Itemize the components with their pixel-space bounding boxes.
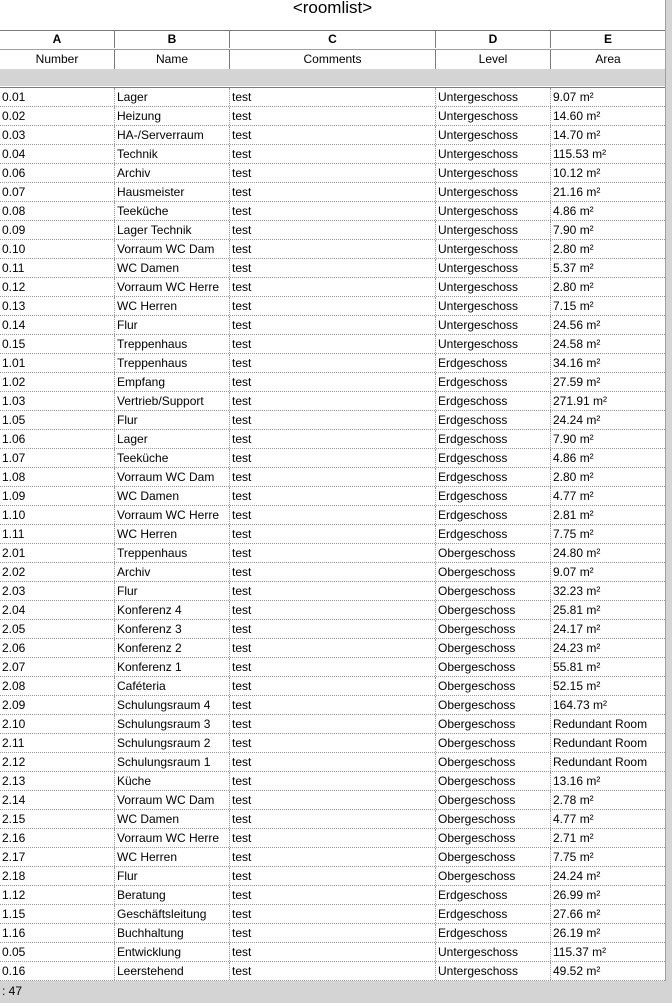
table-row[interactable] bbox=[0, 829, 665, 848]
cell-area[interactable]: Redundant Room bbox=[553, 755, 648, 769]
cell-number[interactable]: 2.03 bbox=[0, 582, 115, 600]
table-row[interactable] bbox=[0, 791, 665, 810]
cell-number[interactable]: 2.05 bbox=[0, 620, 115, 638]
cell-number[interactable]: 1.09 bbox=[0, 487, 115, 505]
table-row[interactable] bbox=[0, 145, 665, 164]
cell-number[interactable]: 2.14 bbox=[0, 791, 115, 809]
cell-area[interactable]: 2.80 m² bbox=[553, 242, 594, 256]
cell-level[interactable]: Obergeschoss bbox=[436, 620, 551, 638]
cell-comments[interactable]: test bbox=[230, 848, 436, 866]
cell-number[interactable]: 0.14 bbox=[0, 316, 115, 334]
table-row[interactable] bbox=[0, 867, 665, 886]
table-row[interactable] bbox=[0, 240, 665, 259]
cell-area[interactable]: 7.90 m² bbox=[553, 432, 594, 446]
cell-number[interactable]: 1.03 bbox=[0, 392, 115, 410]
table-row[interactable] bbox=[0, 753, 665, 772]
cell-name[interactable]: Vorraum WC Dam bbox=[115, 468, 230, 486]
cell-level[interactable]: Erdgeschoss bbox=[436, 430, 551, 448]
cell-number[interactable]: 0.13 bbox=[0, 297, 115, 315]
cell-area[interactable]: 115.37 m² bbox=[553, 945, 607, 959]
cell-level[interactable]: Obergeschoss bbox=[436, 677, 551, 695]
column-header-comments[interactable]: Comments bbox=[230, 50, 436, 69]
table-row[interactable] bbox=[0, 848, 665, 867]
table-row[interactable] bbox=[0, 335, 665, 354]
table-row[interactable] bbox=[0, 278, 665, 297]
cell-area[interactable]: 21.16 m² bbox=[553, 185, 601, 199]
cell-area[interactable]: Redundant Room bbox=[553, 717, 648, 731]
cell-name[interactable]: HA-/Serverraum bbox=[115, 126, 230, 144]
cell-area[interactable]: 7.90 m² bbox=[553, 223, 594, 237]
cell-name[interactable]: Schulungsraum 2 bbox=[115, 734, 230, 752]
table-row[interactable] bbox=[0, 772, 665, 791]
cell-number[interactable]: 1.05 bbox=[0, 411, 115, 429]
cell-number[interactable]: 1.11 bbox=[0, 525, 115, 543]
cell-level[interactable]: Obergeschoss bbox=[436, 753, 551, 771]
cell-name[interactable]: Vorraum WC Herre bbox=[115, 278, 230, 296]
cell-name[interactable]: Konferenz 3 bbox=[115, 620, 230, 638]
cell-number[interactable]: 1.16 bbox=[0, 924, 115, 942]
cell-area[interactable]: 7.75 m² bbox=[553, 527, 594, 541]
cell-comments[interactable]: test bbox=[230, 544, 436, 562]
cell-comments[interactable]: test bbox=[230, 430, 436, 448]
cell-level[interactable]: Untergeschoss bbox=[436, 962, 551, 980]
cell-level[interactable]: Erdgeschoss bbox=[436, 924, 551, 942]
cell-comments[interactable]: test bbox=[230, 145, 436, 163]
cell-name[interactable]: Vorraum WC Dam bbox=[115, 791, 230, 809]
cell-area[interactable]: 164.73 m² bbox=[553, 698, 608, 712]
cell-name[interactable]: Beratung bbox=[115, 886, 230, 904]
column-letter-c[interactable]: C bbox=[230, 31, 436, 48]
cell-level[interactable]: Erdgeschoss bbox=[436, 354, 551, 372]
cell-number[interactable]: 0.01 bbox=[0, 88, 115, 106]
cell-name[interactable]: Technik bbox=[115, 145, 230, 163]
table-row[interactable] bbox=[0, 430, 665, 449]
cell-name[interactable]: Buchhaltung bbox=[115, 924, 230, 942]
cell-number[interactable]: 0.15 bbox=[0, 335, 115, 353]
cell-area[interactable]: 4.86 m² bbox=[553, 204, 594, 218]
cell-comments[interactable]: test bbox=[230, 525, 436, 543]
cell-level[interactable]: Untergeschoss bbox=[436, 164, 551, 182]
cell-number[interactable]: 2.16 bbox=[0, 829, 115, 847]
cell-comments[interactable]: test bbox=[230, 658, 436, 676]
cell-area[interactable]: 32.23 m² bbox=[553, 584, 601, 598]
cell-number[interactable]: 2.06 bbox=[0, 639, 115, 657]
cell-area[interactable]: 49.52 m² bbox=[553, 964, 601, 978]
table-row[interactable] bbox=[0, 202, 665, 221]
cell-comments[interactable]: test bbox=[230, 373, 436, 391]
cell-area[interactable]: 4.77 m² bbox=[553, 489, 594, 503]
cell-number[interactable]: 2.02 bbox=[0, 563, 115, 581]
table-row[interactable] bbox=[0, 924, 665, 943]
cell-comments[interactable]: test bbox=[230, 335, 436, 353]
cell-area[interactable]: 4.77 m² bbox=[553, 812, 594, 826]
cell-name[interactable]: Entwicklung bbox=[115, 943, 230, 961]
table-row[interactable] bbox=[0, 468, 665, 487]
cell-name[interactable]: Geschäftsleitung bbox=[115, 905, 230, 923]
cell-name[interactable]: WC Herren bbox=[115, 848, 230, 866]
cell-comments[interactable]: test bbox=[230, 164, 436, 182]
cell-name[interactable]: WC Damen bbox=[115, 810, 230, 828]
table-row[interactable] bbox=[0, 962, 665, 981]
cell-number[interactable]: 1.02 bbox=[0, 373, 115, 391]
cell-area[interactable]: 14.70 m² bbox=[553, 128, 601, 142]
cell-comments[interactable]: test bbox=[230, 316, 436, 334]
cell-area[interactable]: 24.17 m² bbox=[553, 622, 601, 636]
cell-level[interactable]: Erdgeschoss bbox=[436, 373, 551, 391]
cell-name[interactable]: Flur bbox=[115, 867, 230, 885]
cell-number[interactable]: 1.12 bbox=[0, 886, 115, 904]
cell-comments[interactable]: test bbox=[230, 886, 436, 904]
table-row[interactable] bbox=[0, 943, 665, 962]
schedule-title: <roomlist> bbox=[0, 0, 665, 31]
table-row[interactable] bbox=[0, 715, 665, 734]
cell-number[interactable]: 0.03 bbox=[0, 126, 115, 144]
cell-area[interactable]: 26.99 m² bbox=[553, 888, 601, 902]
cell-comments[interactable]: test bbox=[230, 924, 436, 942]
table-row[interactable] bbox=[0, 886, 665, 905]
cell-level[interactable]: Obergeschoss bbox=[436, 867, 551, 885]
cell-level[interactable]: Erdgeschoss bbox=[436, 468, 551, 486]
column-letter-e[interactable]: E bbox=[603, 32, 612, 46]
cell-name[interactable]: Flur bbox=[115, 582, 230, 600]
cell-area[interactable]: 24.80 m² bbox=[553, 546, 601, 560]
cell-area[interactable]: 2.78 m² bbox=[553, 793, 594, 807]
cell-comments[interactable]: test bbox=[230, 715, 436, 733]
cell-number[interactable]: 2.17 bbox=[0, 848, 115, 866]
cell-comments[interactable]: test bbox=[230, 107, 436, 125]
cell-number[interactable]: 1.06 bbox=[0, 430, 115, 448]
cell-area[interactable]: 24.24 m² bbox=[553, 869, 601, 883]
cell-name[interactable]: Flur bbox=[115, 316, 230, 334]
cell-number[interactable]: 1.01 bbox=[0, 354, 115, 372]
cell-area[interactable]: 27.59 m² bbox=[553, 375, 601, 389]
cell-level[interactable]: Untergeschoss bbox=[436, 88, 551, 106]
cell-comments[interactable]: test bbox=[230, 259, 436, 277]
cell-number[interactable]: 2.11 bbox=[0, 734, 115, 752]
cell-comments[interactable]: test bbox=[230, 734, 436, 752]
table-row[interactable] bbox=[0, 601, 665, 620]
cell-name[interactable]: Empfang bbox=[115, 373, 230, 391]
cell-area[interactable]: 24.56 m² bbox=[553, 318, 601, 332]
cell-name[interactable]: Vorraum WC Herre bbox=[115, 829, 230, 847]
cell-number[interactable]: 0.06 bbox=[0, 164, 115, 182]
cell-level[interactable]: Untergeschoss bbox=[436, 126, 551, 144]
cell-number[interactable]: 2.12 bbox=[0, 753, 115, 771]
cell-name[interactable]: Caféteria bbox=[115, 677, 230, 695]
cell-number[interactable]: 2.09 bbox=[0, 696, 115, 714]
cell-comments[interactable]: test bbox=[230, 867, 436, 885]
cell-comments[interactable]: test bbox=[230, 829, 436, 847]
table-row[interactable] bbox=[0, 164, 665, 183]
cell-comments[interactable]: test bbox=[230, 221, 436, 239]
column-name-header bbox=[0, 49, 665, 70]
cell-level[interactable]: Untergeschoss bbox=[436, 278, 551, 296]
cell-area[interactable]: 115.53 m² bbox=[553, 147, 607, 161]
cell-area[interactable]: 7.75 m² bbox=[553, 850, 594, 864]
cell-number[interactable]: 1.15 bbox=[0, 905, 115, 923]
cell-name[interactable]: Schulungsraum 4 bbox=[115, 696, 230, 714]
cell-area[interactable]: 2.80 m² bbox=[553, 470, 594, 484]
cell-name[interactable]: Küche bbox=[115, 772, 230, 790]
cell-name[interactable]: Treppenhaus bbox=[115, 335, 230, 353]
cell-comments[interactable]: test bbox=[230, 411, 436, 429]
cell-number[interactable]: 2.10 bbox=[0, 715, 115, 733]
cell-level[interactable]: Obergeschoss bbox=[436, 810, 551, 828]
cell-number[interactable]: 2.15 bbox=[0, 810, 115, 828]
cell-area[interactable]: 34.16 m² bbox=[553, 356, 601, 370]
cell-area[interactable]: 25.81 m² bbox=[553, 603, 601, 617]
table-row[interactable] bbox=[0, 734, 665, 753]
cell-level[interactable]: Erdgeschoss bbox=[436, 525, 551, 543]
cell-area[interactable]: 55.81 m² bbox=[553, 660, 601, 674]
cell-comments[interactable]: test bbox=[230, 620, 436, 638]
table-row[interactable] bbox=[0, 183, 665, 202]
cell-number[interactable]: 1.10 bbox=[0, 506, 115, 524]
cell-level[interactable]: Obergeschoss bbox=[436, 582, 551, 600]
cell-level[interactable]: Obergeschoss bbox=[436, 715, 551, 733]
table-row[interactable] bbox=[0, 88, 665, 107]
cell-level[interactable]: Untergeschoss bbox=[436, 297, 551, 315]
cell-comments[interactable]: test bbox=[230, 506, 436, 524]
table-row[interactable] bbox=[0, 544, 665, 563]
cell-area[interactable]: 24.23 m² bbox=[553, 641, 601, 655]
cell-comments[interactable]: test bbox=[230, 677, 436, 695]
cell-level[interactable]: Obergeschoss bbox=[436, 601, 551, 619]
cell-name[interactable]: Vorraum WC Dam bbox=[115, 240, 230, 258]
header-spacer bbox=[0, 69, 665, 86]
cell-comments[interactable]: test bbox=[230, 810, 436, 828]
cell-level[interactable]: Obergeschoss bbox=[436, 639, 551, 657]
cell-comments[interactable]: test bbox=[230, 639, 436, 657]
table-row[interactable] bbox=[0, 658, 665, 677]
cell-comments[interactable]: test bbox=[230, 278, 436, 296]
cell-area[interactable]: 9.07 m² bbox=[553, 565, 594, 579]
cell-comments[interactable]: test bbox=[230, 563, 436, 581]
cell-area[interactable]: 9.07 m² bbox=[553, 90, 594, 104]
table-row[interactable] bbox=[0, 620, 665, 639]
cell-level[interactable]: Erdgeschoss bbox=[436, 506, 551, 524]
cell-number[interactable]: 0.07 bbox=[0, 183, 115, 201]
cell-level[interactable]: Untergeschoss bbox=[436, 240, 551, 258]
cell-name[interactable]: Teeküche bbox=[115, 202, 230, 220]
cell-comments[interactable]: test bbox=[230, 392, 436, 410]
table-row[interactable] bbox=[0, 563, 665, 582]
cell-comments[interactable]: test bbox=[230, 487, 436, 505]
cell-number[interactable]: 2.18 bbox=[0, 867, 115, 885]
cell-name[interactable]: Konferenz 4 bbox=[115, 601, 230, 619]
cell-number[interactable]: 2.01 bbox=[0, 544, 115, 562]
cell-comments[interactable]: test bbox=[230, 582, 436, 600]
cell-level[interactable]: Untergeschoss bbox=[436, 221, 551, 239]
cell-level[interactable]: Erdgeschoss bbox=[436, 487, 551, 505]
table-row[interactable] bbox=[0, 297, 665, 316]
cell-name[interactable]: Archiv bbox=[115, 164, 230, 182]
cell-level[interactable]: Obergeschoss bbox=[436, 772, 551, 790]
cell-area[interactable]: 7.15 m² bbox=[553, 299, 594, 313]
cell-number[interactable]: 0.12 bbox=[0, 278, 115, 296]
cell-level[interactable]: Untergeschoss bbox=[436, 145, 551, 163]
column-header-area[interactable]: Area bbox=[595, 52, 621, 66]
cell-name[interactable]: Schulungsraum 1 bbox=[115, 753, 230, 771]
cell-number[interactable]: 0.11 bbox=[0, 259, 115, 277]
column-letter-header bbox=[0, 31, 665, 48]
cell-level[interactable]: Erdgeschoss bbox=[436, 886, 551, 904]
schedule-body bbox=[0, 87, 665, 981]
cell-level[interactable]: Obergeschoss bbox=[436, 563, 551, 581]
table-row[interactable] bbox=[0, 696, 665, 715]
table-row[interactable] bbox=[0, 449, 665, 468]
cell-area[interactable]: 271.91 m² bbox=[553, 394, 608, 408]
cell-name[interactable]: Treppenhaus bbox=[115, 544, 230, 562]
cell-name[interactable]: Lager bbox=[115, 430, 230, 448]
table-row[interactable] bbox=[0, 506, 665, 525]
cell-comments[interactable]: test bbox=[230, 354, 436, 372]
cell-number[interactable]: 2.07 bbox=[0, 658, 115, 676]
table-row[interactable] bbox=[0, 677, 665, 696]
cell-number[interactable]: 0.04 bbox=[0, 145, 115, 163]
cell-number[interactable]: 1.08 bbox=[0, 468, 115, 486]
cell-area[interactable]: 27.66 m² bbox=[553, 907, 601, 921]
cell-comments[interactable]: test bbox=[230, 962, 436, 980]
cell-name[interactable]: Konferenz 1 bbox=[115, 658, 230, 676]
cell-area[interactable]: 2.80 m² bbox=[553, 280, 594, 294]
cell-area[interactable]: Redundant Room bbox=[553, 736, 648, 750]
cell-comments[interactable]: test bbox=[230, 449, 436, 467]
table-row[interactable] bbox=[0, 525, 665, 544]
cell-level[interactable]: Erdgeschoss bbox=[436, 905, 551, 923]
cell-level[interactable]: Obergeschoss bbox=[436, 658, 551, 676]
cell-level[interactable]: Obergeschoss bbox=[436, 734, 551, 752]
cell-comments[interactable]: test bbox=[230, 297, 436, 315]
cell-name[interactable]: WC Herren bbox=[115, 297, 230, 315]
table-row[interactable] bbox=[0, 582, 665, 601]
cell-area[interactable]: 10.12 m² bbox=[553, 166, 601, 180]
cell-comments[interactable]: test bbox=[230, 905, 436, 923]
table-row[interactable] bbox=[0, 354, 665, 373]
table-row[interactable] bbox=[0, 905, 665, 924]
cell-name[interactable]: WC Herren bbox=[115, 525, 230, 543]
cell-name[interactable]: Lager Technik bbox=[115, 221, 230, 239]
table-row[interactable] bbox=[0, 316, 665, 335]
cell-name[interactable]: Lager bbox=[115, 88, 230, 106]
cell-number[interactable]: 1.07 bbox=[0, 449, 115, 467]
cell-level[interactable]: Untergeschoss bbox=[436, 943, 551, 961]
cell-name[interactable]: Heizung bbox=[115, 107, 230, 125]
table-row[interactable] bbox=[0, 126, 665, 145]
table-row[interactable] bbox=[0, 373, 665, 392]
cell-level[interactable]: Obergeschoss bbox=[436, 544, 551, 562]
cell-area[interactable]: 52.15 m² bbox=[553, 679, 601, 693]
table-row[interactable] bbox=[0, 107, 665, 126]
cell-level[interactable]: Obergeschoss bbox=[436, 829, 551, 847]
cell-name[interactable]: Hausmeister bbox=[115, 183, 230, 201]
cell-comments[interactable]: test bbox=[230, 696, 436, 714]
cell-comments[interactable]: test bbox=[230, 126, 436, 144]
cell-area[interactable]: 13.16 m² bbox=[553, 774, 601, 788]
cell-number[interactable]: 0.09 bbox=[0, 221, 115, 239]
column-letter-a[interactable]: A bbox=[0, 31, 115, 48]
cell-number[interactable]: 0.05 bbox=[0, 943, 115, 961]
cell-comments[interactable]: test bbox=[230, 88, 436, 106]
cell-name[interactable]: Flur bbox=[115, 411, 230, 429]
cell-level[interactable]: Untergeschoss bbox=[436, 183, 551, 201]
cell-number[interactable]: 2.08 bbox=[0, 677, 115, 695]
cell-name[interactable]: Treppenhaus bbox=[115, 354, 230, 372]
cell-name[interactable]: Leerstehend bbox=[115, 962, 230, 980]
cell-name[interactable]: Vertrieb/Support bbox=[115, 392, 230, 410]
cell-comments[interactable]: test bbox=[230, 791, 436, 809]
column-letter-b[interactable]: B bbox=[115, 31, 230, 48]
cell-area[interactable]: 2.71 m² bbox=[553, 831, 594, 845]
cell-area[interactable]: 5.37 m² bbox=[553, 261, 594, 275]
cell-level[interactable]: Obergeschoss bbox=[436, 791, 551, 809]
cell-level[interactable]: Untergeschoss bbox=[436, 316, 551, 334]
table-row[interactable] bbox=[0, 810, 665, 829]
cell-level[interactable]: Untergeschoss bbox=[436, 107, 551, 125]
cell-number[interactable]: 2.04 bbox=[0, 601, 115, 619]
cell-area[interactable]: 14.60 m² bbox=[553, 109, 601, 123]
table-row[interactable] bbox=[0, 392, 665, 411]
table-row[interactable] bbox=[0, 487, 665, 506]
cell-area[interactable]: 24.24 m² bbox=[553, 413, 601, 427]
cell-level[interactable]: Obergeschoss bbox=[436, 848, 551, 866]
cell-number[interactable]: 2.13 bbox=[0, 772, 115, 790]
cell-comments[interactable]: test bbox=[230, 183, 436, 201]
cell-name[interactable]: WC Damen bbox=[115, 259, 230, 277]
cell-level[interactable]: Obergeschoss bbox=[436, 696, 551, 714]
table-row[interactable] bbox=[0, 639, 665, 658]
table-row[interactable] bbox=[0, 411, 665, 430]
cell-level[interactable]: Erdgeschoss bbox=[436, 392, 551, 410]
cell-name[interactable]: Schulungsraum 3 bbox=[115, 715, 230, 733]
cell-name[interactable]: Konferenz 2 bbox=[115, 639, 230, 657]
cell-level[interactable]: Untergeschoss bbox=[436, 259, 551, 277]
cell-area[interactable]: 4.86 m² bbox=[553, 451, 594, 465]
cell-name[interactable]: WC Damen bbox=[115, 487, 230, 505]
cell-level[interactable]: Untergeschoss bbox=[436, 202, 551, 220]
column-header-level[interactable]: Level bbox=[436, 50, 551, 69]
cell-area[interactable]: 26.19 m² bbox=[553, 926, 601, 940]
cell-level[interactable]: Untergeschoss bbox=[436, 335, 551, 353]
cell-number[interactable]: 0.08 bbox=[0, 202, 115, 220]
cell-name[interactable]: Teeküche bbox=[115, 449, 230, 467]
cell-number[interactable]: 0.02 bbox=[0, 107, 115, 125]
column-letter-d[interactable]: D bbox=[436, 31, 551, 48]
cell-level[interactable]: Erdgeschoss bbox=[436, 411, 551, 429]
cell-comments[interactable]: test bbox=[230, 202, 436, 220]
cell-comments[interactable]: test bbox=[230, 601, 436, 619]
cell-comments[interactable]: test bbox=[230, 240, 436, 258]
status-bar: : 47 bbox=[2, 984, 23, 998]
cell-comments[interactable]: test bbox=[230, 753, 436, 771]
cell-name[interactable]: Archiv bbox=[115, 563, 230, 581]
cell-comments[interactable]: test bbox=[230, 943, 436, 961]
column-header-name[interactable]: Name bbox=[115, 50, 230, 69]
table-row[interactable] bbox=[0, 221, 665, 240]
cell-comments[interactable]: test bbox=[230, 468, 436, 486]
cell-number[interactable]: 0.16 bbox=[0, 962, 115, 980]
cell-name[interactable]: Vorraum WC Herre bbox=[115, 506, 230, 524]
cell-area[interactable]: 24.58 m² bbox=[553, 337, 601, 351]
column-header-number[interactable]: Number bbox=[0, 50, 115, 69]
cell-level[interactable]: Erdgeschoss bbox=[436, 449, 551, 467]
cell-area[interactable]: 2.81 m² bbox=[553, 508, 594, 522]
cell-number[interactable]: 0.10 bbox=[0, 240, 115, 258]
table-row[interactable] bbox=[0, 259, 665, 278]
cell-comments[interactable]: test bbox=[230, 772, 436, 790]
